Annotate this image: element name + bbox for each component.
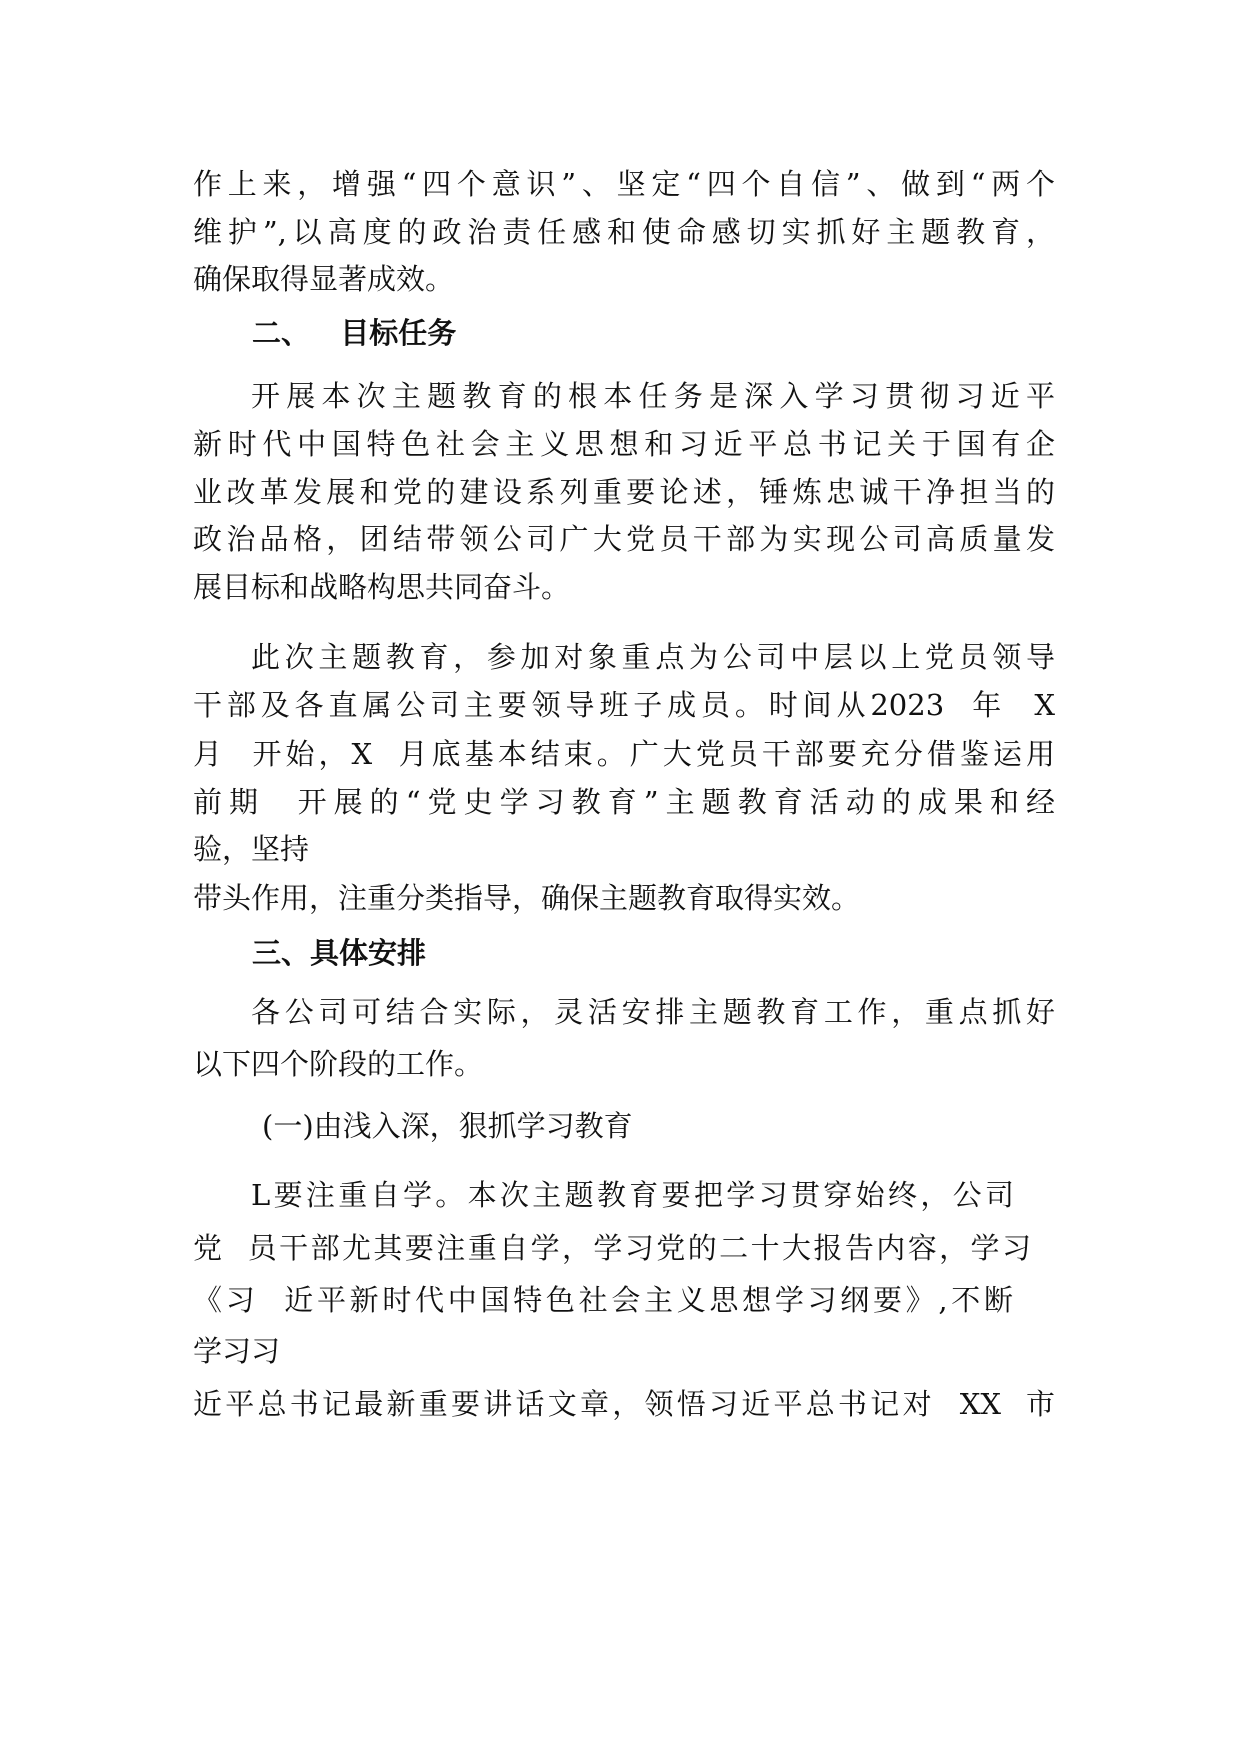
paragraph-line: 以下四个阶段的工作。 bbox=[193, 1047, 484, 1081]
paragraph-line: 月 开始，X 月底基本结束。广大党员干部要充分借鉴运用 bbox=[193, 737, 1055, 771]
paragraph-line: 业改革发展和党的建设系列重要论述，锤炼忠诚干净担当的 bbox=[193, 475, 1055, 509]
paragraph-line: 近平总书记最新重要讲话文章，领悟习近平总书记对 XX 市 bbox=[193, 1387, 1055, 1421]
paragraph-line: L要注重自学。本次主题教育要把学习贯穿始终，公司 bbox=[251, 1178, 1014, 1212]
paragraph-line: 验，坚持 bbox=[193, 832, 310, 866]
paragraph-line: 政治品格，团结带领公司广大党员干部为实现公司高质量发 bbox=[193, 522, 1055, 556]
paragraph-line: 新时代中国特色社会主义思想和习近平总书记关于国有企 bbox=[193, 427, 1055, 461]
intro-line-1: 作上来，增强“四个意识”、坚定“四个自信”、做到“两个 bbox=[193, 167, 1055, 201]
section-heading-arrangements: 三、具体安排 bbox=[252, 936, 427, 970]
section-heading-objectives: 二、 目标任务 bbox=[252, 316, 457, 350]
paragraph-line: 展目标和战略构思共同奋斗。 bbox=[193, 570, 571, 604]
intro-line-3: 确保取得显著成效。 bbox=[193, 262, 455, 296]
paragraph-line: 开展本次主题教育的根本任务是深入学习贯彻习近平 bbox=[251, 379, 1055, 413]
paragraph-line: 带头作用，注重分类指导，确保主题教育取得实效。 bbox=[193, 881, 861, 915]
paragraph-line: 《习 近平新时代中国特色社会主义思想学习纲要》,不断 bbox=[193, 1283, 1013, 1317]
paragraph-line: 学习习 bbox=[193, 1334, 281, 1368]
paragraph-line: 干部及各直属公司主要领导班子成员。时间从2023 年 X bbox=[193, 688, 1055, 722]
paragraph-line: 此次主题教育，参加对象重点为公司中层以上党员领导 bbox=[251, 640, 1055, 674]
paragraph-line: 前期 开展的“党史学习教育”主题教育活动的成果和经 bbox=[193, 785, 1055, 819]
paragraph-line: 各公司可结合实际，灵活安排主题教育工作，重点抓好 bbox=[251, 995, 1055, 1029]
intro-line-2: 维护”,以高度的政治责任感和使命感切实抓好主题教育， bbox=[193, 215, 1055, 249]
paragraph-line: 党 员干部尤其要注重自学，学习党的二十大报告内容，学习 bbox=[193, 1231, 1031, 1265]
subsection-heading: (一)由浅入深，狠抓学习教育 bbox=[262, 1109, 633, 1143]
